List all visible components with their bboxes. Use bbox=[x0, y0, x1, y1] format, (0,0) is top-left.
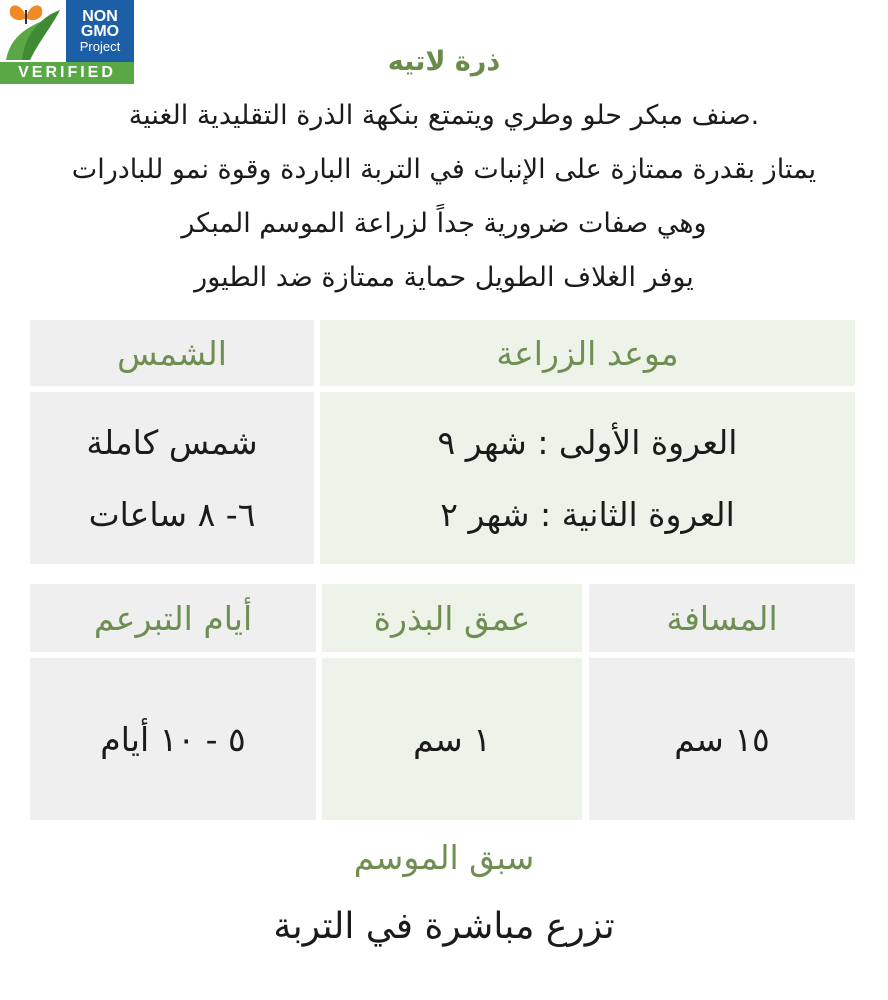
description-line-1: .صنف مبكر حلو وطري ويتمتع بنكهة الذرة التقليدية الغنية bbox=[128, 100, 760, 131]
planting-first-season: العروة الأولى : شهر ٩ bbox=[437, 422, 738, 462]
planting-time-values bbox=[320, 392, 855, 564]
spacing-header: المسافة bbox=[589, 584, 855, 652]
logo-verified-bar: VERIFIED bbox=[0, 62, 134, 84]
product-title: ذرة لاتيه bbox=[387, 46, 501, 77]
sun-header: الشمس bbox=[30, 320, 314, 386]
seed-depth-header: عمق البذرة bbox=[322, 584, 582, 652]
germination-days-value: ٥ - ١٠ أيام bbox=[30, 658, 316, 820]
planting-second-season: العروة الثانية : شهر ٢ bbox=[440, 494, 735, 534]
logo-line-project: Project bbox=[79, 38, 121, 54]
description-line-4: يوفر الغلاف الطويل حماية ممتازة ضد الطيور bbox=[194, 262, 694, 293]
spacing-value: ١٥ سم bbox=[589, 658, 855, 820]
sun-hours: ٦- ٨ ساعات bbox=[88, 494, 256, 534]
sun-values bbox=[30, 392, 314, 564]
description-line-2: يمتاز بقدرة ممتازة على الإنبات في التربة الباردة وقوة نمو للبادرات bbox=[71, 154, 817, 185]
logo-line-gmo: GMO bbox=[80, 22, 120, 40]
germination-days-header: أيام التبرعم bbox=[30, 584, 316, 652]
seed-depth-value: ١ سم bbox=[322, 658, 582, 820]
sowing-method: تزرع مباشرة في التربة bbox=[273, 906, 615, 947]
season-note: سبق الموسم bbox=[353, 838, 535, 877]
logo-line-non: NON bbox=[82, 7, 118, 25]
description-line-3: وهي صفات ضرورية جداً لزراعة الموسم المبكر bbox=[181, 208, 707, 239]
planting-time-header: موعد الزراعة bbox=[320, 320, 855, 386]
sun-full: شمس كاملة bbox=[86, 422, 258, 462]
